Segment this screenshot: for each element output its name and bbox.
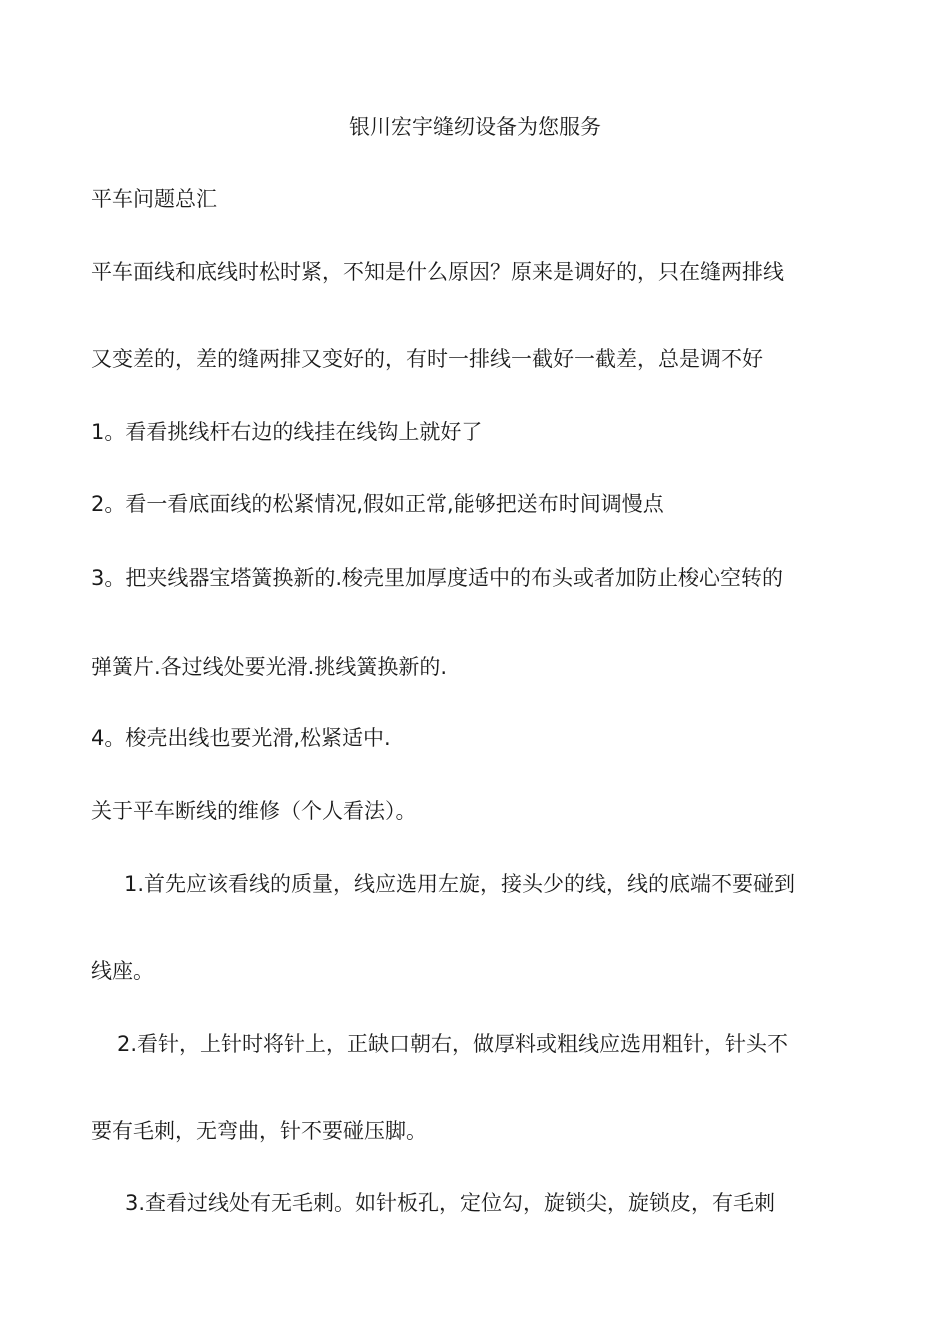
paragraph-line: 又变差的，差的缝两排又变好的，有时一排线一截好一截差，总是调不好 — [91, 347, 763, 371]
list-item: 1.首先应该看线的质量，线应选用左旋，接头少的线，线的底端不要碰到 — [124, 872, 796, 896]
subsection-heading: 关于平车断线的维修（个人看法）。 — [91, 799, 417, 823]
document-title: 银川宏宇缝纫设备为您服务 — [349, 115, 601, 139]
paragraph-line: 线座。 — [91, 959, 154, 983]
list-item: 3。把夹线器宝塔簧换新的.梭壳里加厚度适中的布头或者加防止梭心空转的 — [91, 566, 784, 590]
list-item: 1。看看挑线杆右边的线挂在线钩上就好了 — [91, 420, 483, 444]
list-item: 2.看针，上针时将针上，正缺口朝右，做厚料或粗线应选用粗针，针头不 — [117, 1032, 789, 1056]
paragraph-line: 要有毛刺，无弯曲，针不要碰压脚。 — [91, 1119, 427, 1143]
list-item: 4。梭壳出线也要光滑,松紧适中. — [91, 726, 391, 750]
paragraph-line: 弹簧片.各过线处要光滑.挑线簧换新的. — [91, 655, 448, 679]
section-heading: 平车问题总汇 — [91, 187, 217, 211]
list-item: 3.查看过线处有无毛刺。如针板孔，定位勾，旋锁尖，旋锁皮，有毛刺 — [125, 1191, 776, 1215]
list-item: 2。看一看底面线的松紧情况,假如正常,能够把送布时间调慢点 — [91, 492, 664, 516]
paragraph-line: 平车面线和底线时松时紧，不知是什么原因？原来是调好的，只在缝两排线 — [91, 260, 784, 284]
